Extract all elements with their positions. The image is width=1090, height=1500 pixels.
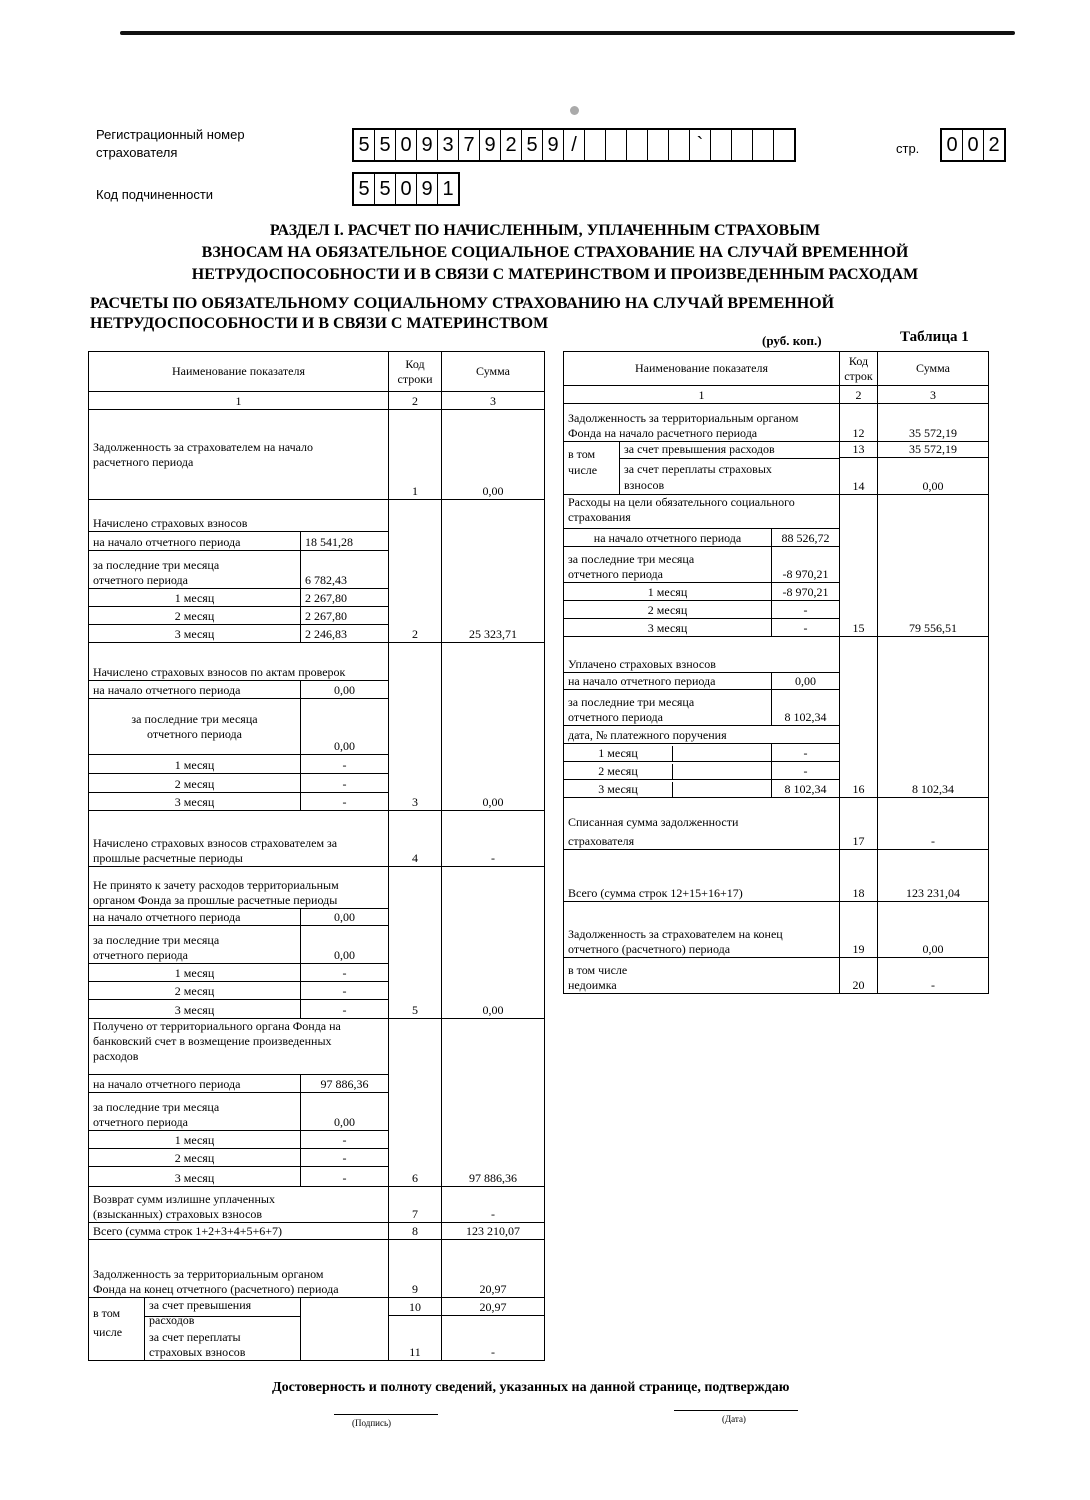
row15-last3-b: отчетного периода [568,567,663,581]
row5-sum: 0,00 [442,867,545,1019]
row7-label-1: Возврат сумм излишне уплаченных [93,1192,275,1206]
section-title [90,220,1040,286]
row15-start-label: на начало отчетного периода [564,529,772,547]
row2-m3-value: 2 246,83 [301,625,389,643]
row12-label [564,404,840,442]
rcol-code-text: Код [848,353,869,368]
row19-code: 19 [840,902,878,958]
row15-label-2: страхования [568,510,631,524]
reg-digit [774,130,794,160]
incl-group-left [89,1298,301,1361]
row3-m1-label: 1 месяц [89,755,301,774]
row7-sum: - [442,1187,545,1223]
reg-digit [585,130,606,160]
row20-label-1: в том числе [568,963,628,977]
row16-m3-value: 8 102,34 [772,780,840,798]
reg-digit: 2 [501,130,522,160]
row14-label-2: взносов [624,478,665,492]
reg-digit: 9 [543,130,564,160]
row9-label-2: Фонда на конец отчетного (расчетного) периода [93,1282,339,1296]
row5-m3-label: 3 месяц [89,1000,301,1019]
incl-right-1: в том [568,447,596,461]
row6-last3-b: отчетного периода [93,1115,188,1129]
row17-label-1: Списанная сумма задолженности [568,815,739,829]
reg-digit: 5 [375,130,396,160]
row2-last3-b: отчетного периода [93,573,188,587]
row6-label-1: Получено от территориального органа Фонда на [93,1019,341,1033]
row16-label: Уплачено страховых взносов [564,637,840,673]
row5-label-1: Не принято к зачету расходов территориальным [93,878,339,892]
row5-m1-label: 1 месяц [89,964,301,982]
incl-left-1: в том [93,1306,121,1320]
incl-right-2: числе [568,463,598,477]
sign-line [334,1414,438,1415]
row6-label [89,1019,389,1075]
subtitle-1: РАСЧЕТЫ ПО ОБЯЗАТЕЛЬНОМУ СОЦИАЛЬНОМУ СТРАХОВАНИЮ НА СЛУЧАЙ ВРЕМЕННОЙ [90,295,835,312]
row1-label [89,410,389,500]
row11-label: за счет переплаты страховых взносов [149,1330,246,1359]
row3-sum: 0,00 [442,643,545,811]
row9-sum: 20,97 [442,1240,545,1298]
reg-digit: 5 [522,130,543,160]
row9-code: 9 [389,1240,442,1298]
row1-sum: 0,00 [442,410,545,500]
row6-last3-a: за последние три месяца [93,1100,220,1114]
rcol-code-text2: строк [844,368,873,383]
rcol-code-header [840,352,878,386]
right-table [563,351,989,994]
row6-m2-label: 2 месяц [89,1149,301,1167]
row10-label: за счет превышения расходов [145,1298,300,1317]
row15-start-value: 88 526,72 [772,529,840,547]
row6-label-3: расходов [93,1049,139,1063]
sub-digit: 1 [442,178,454,200]
row6-start-label: на начало отчетного периода [89,1075,301,1093]
reg-digit [627,130,648,160]
row11-sum: - [442,1316,545,1361]
incl-group-right [564,442,840,495]
confirm-text: Достоверность и полноту сведений, указанных на данной странице, подтверждаю [272,1380,790,1395]
row6-last3-value: 0,00 [301,1093,389,1131]
date-line [674,1410,798,1411]
row9-label [89,1240,389,1298]
row2-m1-value: 2 267,80 [301,589,389,607]
row2-sum: 25 323,71 [442,500,545,643]
rcol-num-2: 2 [840,386,878,404]
row19-label [564,902,840,958]
row19-sum: 0,00 [878,902,989,958]
col-name-header: Наименование показателя [89,352,389,392]
row15-m1-label: 1 месяц [564,583,772,601]
row16-last3-value: 8 102,34 [772,690,840,726]
row3-last3-b: отчетного периода [147,726,242,741]
row15-m2-label: 2 месяц [564,601,772,619]
incl-label-left [89,1298,145,1360]
row17-label-2: страхователя [568,834,635,848]
scan-dot [570,106,579,115]
row3-last3-label [89,699,301,755]
row16-m3-label: 3 месяц [564,782,673,797]
row2-m1-label: 1 месяц [89,589,301,607]
sub-code-label: Код подчиненности [96,187,214,202]
col-num-2: 2 [389,392,442,410]
row1-label-2: расчетного периода [93,454,194,469]
row5-last3-a: за последние три месяца [93,933,220,947]
reg-digit: / [564,130,585,160]
row12-sum: 35 572,19 [878,404,989,442]
row15-label [564,495,840,529]
row2-code: 2 [389,500,442,643]
row6-m1-label: 1 месяц [89,1131,301,1149]
reg-digit [669,130,690,160]
row15-m3-label: 3 месяц [564,619,772,637]
row7-label-2: (взысканных) страховых взносов [93,1207,263,1221]
incl-label-right [564,442,620,494]
row17-sum: - [878,798,989,850]
row5-last3-label [89,926,301,964]
row3-m3-value: - [301,793,389,811]
row3-start-label: на начало отчетного периода [89,681,301,699]
row20-label [564,958,840,994]
top-scan-line [120,31,1015,35]
row20-sum: - [878,958,989,994]
row5-start-value: 0,00 [301,909,389,926]
row15-m1-value: -8 970,21 [772,583,840,601]
row16-sum: 8 102,34 [878,637,989,798]
rcol-name-header: Наименование показателя [564,352,840,386]
row8-code: 8 [389,1223,442,1240]
row13-code: 13 [840,442,878,458]
row16-m3-cell [564,780,772,798]
row18-code: 18 [840,850,878,902]
incl-left-2: числе [93,1325,123,1339]
row10-code: 10 [389,1298,442,1316]
row2-last3-value: 6 782,43 [301,551,389,589]
row3-code: 3 [389,643,442,811]
row8-label: Всего (сумма строк 1+2+3+4+5+6+7) [89,1223,389,1240]
row6-code: 6 [389,1019,442,1187]
row6-m3-label: 3 месяц [89,1167,301,1187]
row6-last3-label [89,1093,301,1131]
row5-code: 5 [389,867,442,1019]
row14-label [620,459,839,494]
page-digit: 0 [942,130,963,160]
rcol-num-3: 3 [878,386,989,404]
left-table [88,351,545,1361]
row15-sum: 79 556,51 [878,495,989,637]
reg-digit: 7 [459,130,480,160]
col-code-header [389,352,442,392]
row7-code: 7 [389,1187,442,1223]
row5-label-2: органом Фонда за прошлые расчетные периоды [93,893,338,907]
row16-last3-label [564,690,772,726]
row4-sum: - [442,811,545,867]
row9-label-1: Задолженность за территориальным органом [93,1267,324,1281]
row20-label-2: недоимка [568,978,617,992]
row15-last3-value: -8 970,21 [772,547,840,583]
row14-label-1: за счет переплаты страховых [624,462,772,476]
row2-last3-a: за последние три месяца [93,558,220,572]
row10-sum: 20,97 [442,1298,545,1316]
row16-m1-label: 1 месяц [564,746,673,761]
row17-code: 17 [840,798,878,850]
row3-m2-value: - [301,774,389,793]
reg-label [96,126,245,162]
reg-label-line2: страхователя [96,145,178,160]
table-label: Таблица 1 [900,329,969,345]
subtitle-2: НЕТРУДОСПОСОБНОСТИ И В СВЯЗИ С МАТЕРИНСТВОМ [90,315,549,332]
page-label: стр. [896,141,920,156]
row11-code: 11 [389,1316,442,1361]
row2-start-label: на начало отчетного периода [89,532,301,551]
col-sum-header: Сумма [442,352,545,392]
row5-last3-value: 0,00 [301,926,389,964]
row15-code: 15 [840,495,878,637]
reg-digit [732,130,753,160]
sub-digit: 5 [354,174,375,204]
reg-number-cells [352,128,796,162]
sign-caption: (Подпись) [352,1418,392,1428]
units-label: (руб. коп.) [762,333,822,348]
row1-label-1: Задолженность за страхователем на начало [93,439,314,454]
sub-digit: 5 [375,174,396,204]
rcol-sum-header: Сумма [878,352,989,386]
row3-start-value: 0,00 [301,681,389,699]
row6-label-2: банковский счет в возмещение произведенных [93,1034,332,1048]
reg-label-line1: Регистрационный номер [96,127,245,142]
row3-last3-a: за последние три месяца [131,711,258,726]
row4-code: 4 [389,811,442,867]
page-digit: 0 [963,130,984,160]
row3-m3-label: 3 месяц [89,793,301,811]
row7-label [89,1187,389,1223]
row16-m1-cell [564,744,772,762]
row6-m2-value: - [301,1149,389,1167]
row5-label [89,867,389,909]
row16-start-label: на начало отчетного периода [564,673,772,690]
row3-label: Начислено страховых взносов по актам проверок [89,643,389,681]
row16-last3-b: отчетного периода [568,710,663,724]
row5-start-label: на начало отчетного периода [89,909,301,926]
reg-digit: 3 [438,130,459,160]
row6-m1-value: - [301,1131,389,1149]
row2-start-value: 18 541,28 [301,532,389,551]
row12-code: 12 [840,404,878,442]
row16-m1-value: - [772,744,840,762]
reg-digit: 5 [354,130,375,160]
col-code-text: Код [405,356,425,371]
date-caption: (Дата) [722,1414,746,1424]
reg-digit [753,130,774,160]
row5-m1-value: - [301,964,389,982]
row12-label-2: Фонда на начало расчетного периода [568,426,758,440]
row16-start-value: 0,00 [772,673,840,690]
row15-last3-a: за последние три месяца [568,552,695,566]
reg-digit: ` [690,130,711,160]
row18-sum: 123 231,04 [878,850,989,902]
page-digit: 2 [988,134,1000,156]
row6-sum: 97 886,36 [442,1019,545,1187]
section-title-2: ВЗНОСАМ НА ОБЯЗАТЕЛЬНОЕ СОЦИАЛЬНОЕ СТРАХОВАНИЕ НА СЛУЧАЙ ВРЕМЕННОЙ [201,244,909,261]
row3-last3-value: 0,00 [301,699,389,755]
row17-label [564,798,840,850]
reg-digit: 9 [417,130,438,160]
section-title-3: НЕТРУДОСПОСОБНОСТИ И В СВЯЗИ С МАТЕРИНСТВОМ И ПРОИЗВЕДЕННЫМ РАСХОДАМ [191,266,919,283]
col-num-1: 1 [89,392,389,410]
row15-m3-value: - [772,619,840,637]
reg-digit: 0 [396,130,417,160]
row5-m2-value: - [301,982,389,1000]
row6-start-value: 97 886,36 [301,1075,389,1093]
sub-digit: 0 [396,174,417,204]
reg-digit [648,130,669,160]
row2-last3-label [89,551,301,589]
row16-code: 16 [840,637,878,798]
row1-code: 1 [389,410,442,500]
row16-last3-a: за последние три месяца [568,695,695,709]
col-code-text2: строки [397,371,433,386]
row2-m2-label: 2 месяц [89,607,301,625]
reg-digit [606,130,627,160]
row5-m3-value: - [301,1000,389,1019]
row4-label [89,811,389,867]
col-num-3: 3 [442,392,545,410]
reg-digit [711,130,732,160]
row18-label: Всего (сумма строк 12+15+16+17) [564,850,840,902]
row15-m2-value: - [772,601,840,619]
row5-last3-b: отчетного периода [93,948,188,962]
row20-code: 20 [840,958,878,994]
row4-label-1: Начислено страховых взносов страхователем за [93,836,338,850]
row5-m2-label: 2 месяц [89,982,301,1000]
row16-date-label: дата, № платежного поручения [564,726,840,744]
subtitle [90,294,834,334]
sub-code-cells [352,172,460,206]
incl-group-spacer [301,1298,389,1361]
row12-label-1: Задолженность за территориальным органом [568,411,799,425]
reg-digit: 9 [480,130,501,160]
row3-m2-label: 2 месяц [89,774,301,793]
row13-label: за счет превышения расходов [620,442,839,459]
row2-m3-label: 3 месяц [89,625,301,643]
row8-sum: 123 210,07 [442,1223,545,1240]
row16-m2-label: 2 месяц [564,764,673,779]
page-number-cells [940,128,1006,162]
section-title-1: РАЗДЕЛ I. РАСЧЕТ ПО НАЧИСЛЕННЫМ, УПЛАЧЕННЫМ СТРАХОВЫМ [269,222,821,239]
row19-label-2: отчетного (расчетного) периода [568,942,731,956]
row14-sum: 0,00 [878,458,989,495]
row6-m3-value: - [301,1167,389,1187]
row15-label-1: Расходы на цели обязательного социального [568,495,795,509]
row4-label-2: прошлые расчетные периоды [93,851,243,865]
sub-digit: 9 [417,174,438,204]
rcol-num-1: 1 [564,386,840,404]
row16-m2-value: - [772,762,840,780]
row14-code: 14 [840,458,878,495]
row16-m2-cell [564,762,772,780]
row13-sum: 35 572,19 [878,442,989,458]
row15-last3-label [564,547,772,583]
row3-m1-value: - [301,755,389,774]
row19-label-1: Задолженность за страхователем на конец [568,927,783,941]
row2-label: Начислено страховых взносов [89,500,389,532]
row2-m2-value: 2 267,80 [301,607,389,625]
